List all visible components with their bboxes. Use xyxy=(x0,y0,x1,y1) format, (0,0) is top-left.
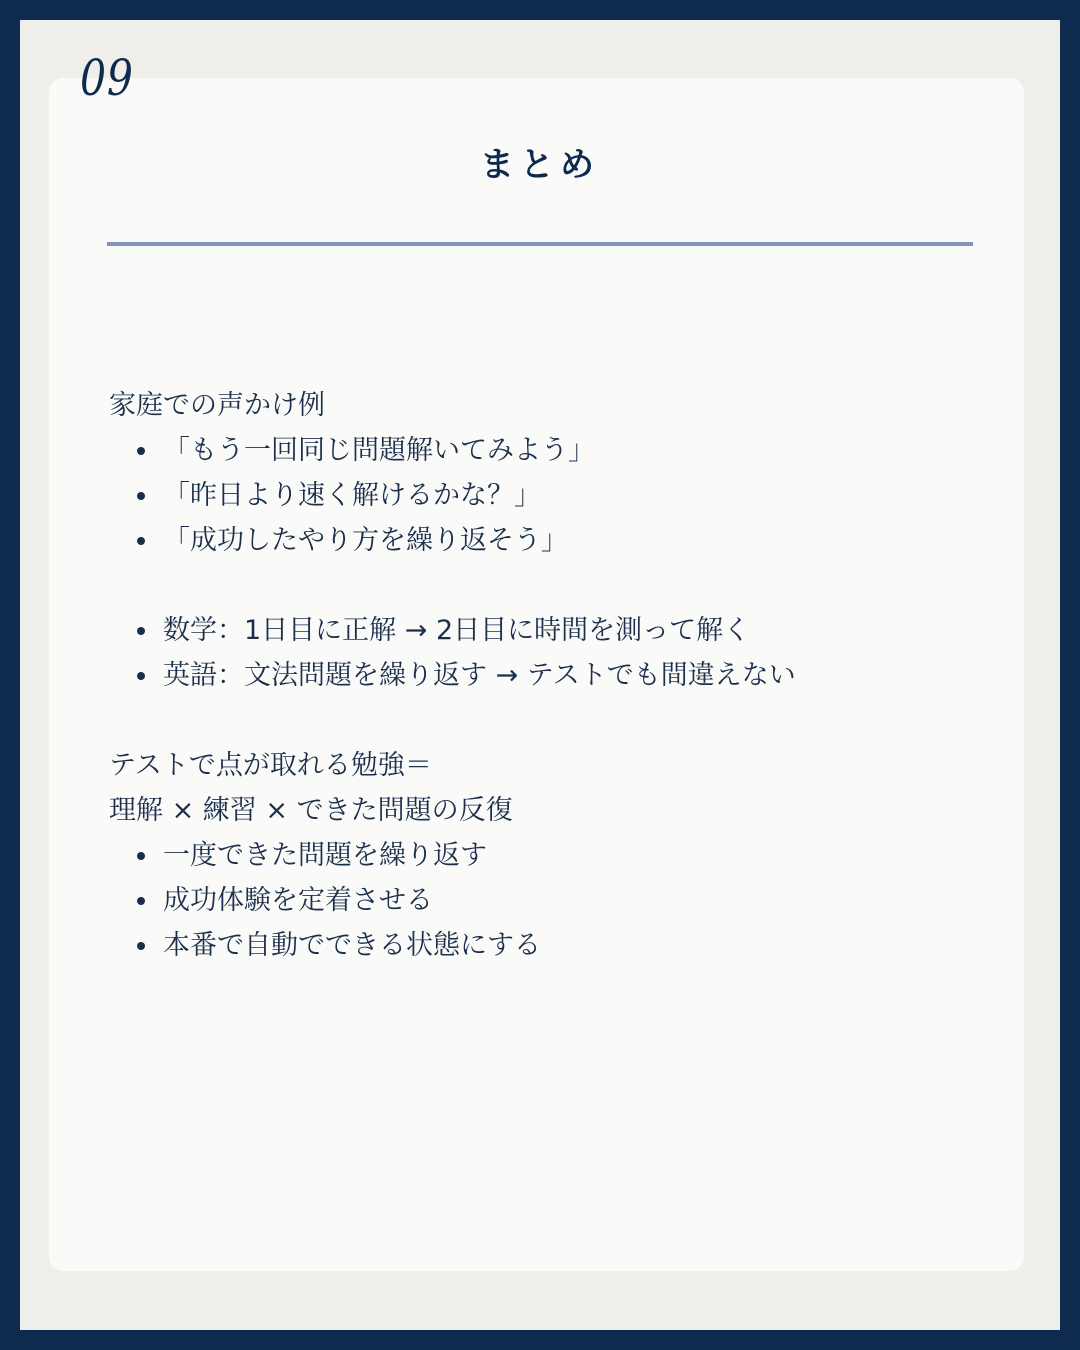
summary-heading-line2: 理解 × 練習 × できた問題の反復 xyxy=(109,795,513,826)
spacer xyxy=(109,563,989,608)
list-item: 「成功したやり方を繰り返そう」 xyxy=(109,518,989,563)
bullet-icon xyxy=(137,672,145,680)
list-item: 数学：1日目に正解 → 2日目に時間を測って解く xyxy=(109,608,989,653)
page-title: まとめ xyxy=(480,145,600,185)
bullet-icon xyxy=(137,627,145,635)
household-examples-list xyxy=(109,428,989,563)
household-heading: 家庭での声かけ例 xyxy=(109,390,325,421)
bullet-icon xyxy=(137,942,145,950)
list-item: 英語：文法問題を繰り返す → テストでも間違えない xyxy=(109,653,989,698)
summary-points-list xyxy=(109,833,989,968)
bullet-icon xyxy=(137,537,145,545)
summary-heading-line1: テストで点が取れる勉強＝ xyxy=(109,750,432,781)
title-divider xyxy=(107,242,973,246)
subject-examples-list xyxy=(109,608,989,698)
list-item: 本番で自動でできる状態にする xyxy=(109,923,989,968)
bullet-icon xyxy=(137,897,145,905)
page-frame xyxy=(20,20,1060,1330)
spacer xyxy=(109,698,989,743)
list-item: 一度できた問題を繰り返す xyxy=(109,833,989,878)
bullet-icon xyxy=(137,852,145,860)
bullet-icon xyxy=(137,492,145,500)
page-number: 09 xyxy=(80,49,134,107)
content-body xyxy=(109,383,989,968)
list-item: 「もう一回同じ問題解いてみよう」 xyxy=(109,428,989,473)
bullet-icon xyxy=(137,447,145,455)
list-item: 「昨日より速く解けるかな？」 xyxy=(109,473,989,518)
list-item: 成功体験を定着させる xyxy=(109,878,989,923)
